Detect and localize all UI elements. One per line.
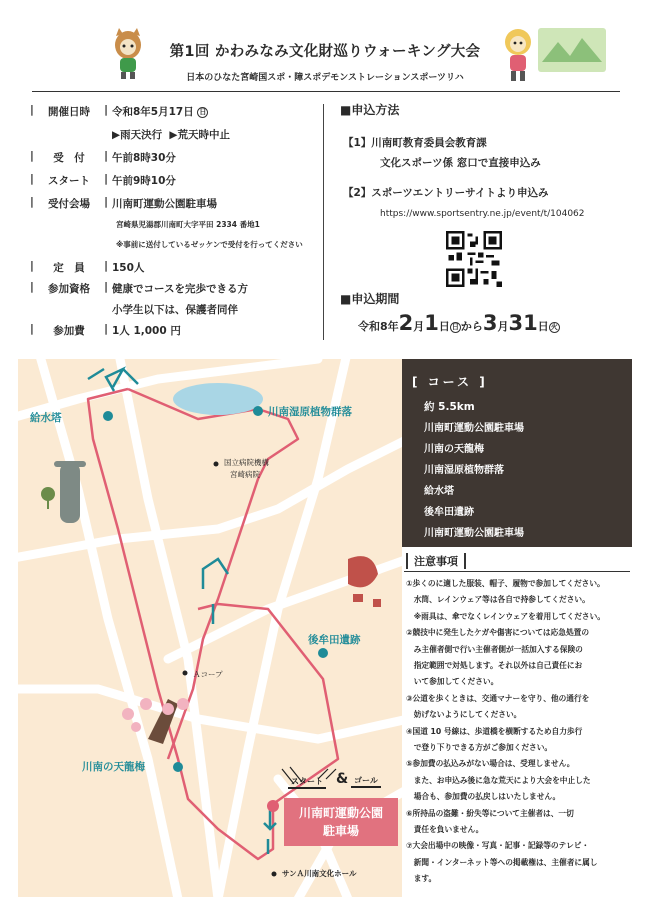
start-value: 午前9時10分 xyxy=(112,175,176,187)
start-goal-name: 川南町運動公園 xyxy=(298,806,383,820)
period-start-month: 2 xyxy=(398,311,414,335)
label-culture-hall: サンＡ川南文化ホール xyxy=(282,869,357,878)
period-kara: から xyxy=(460,320,483,333)
note-line: また、お申込み後に急な荒天により大会を中止した xyxy=(406,775,591,785)
course-stop: 川南町運動公園駐車場 xyxy=(424,423,524,434)
period-month-unit-1: 月 xyxy=(413,320,425,333)
apply-method-1-title: 【1】川南町教育委員会教育課 xyxy=(343,137,487,149)
note-line: ⑤参加費の払込みがない場合は、受理しません。 xyxy=(406,759,575,769)
course-stop: 後牟田遺跡 xyxy=(424,507,474,518)
capacity-label: 定 員 xyxy=(53,262,85,274)
venue-address: 宮崎県児湯郡川南町大字平田 2334 番地1 xyxy=(116,220,260,229)
label-hospital-2: 宮崎病院 xyxy=(230,470,260,479)
period-month-unit-2: 月 xyxy=(497,320,509,333)
qualify-value: 健康でコースを完歩できる方 xyxy=(112,283,248,295)
wetland-pond xyxy=(173,383,263,415)
date-value: 令和8年5月17日 日 xyxy=(112,106,207,118)
notes-title: 注意事項 xyxy=(406,553,466,569)
reception-value: 午前8時30分 xyxy=(112,152,176,164)
start-label: スタート xyxy=(48,175,90,187)
label-wetland: 川南湿原植物群落 xyxy=(268,406,352,418)
period-start-weekday: 日 xyxy=(451,322,459,331)
apply-heading: ■申込方法 xyxy=(340,103,400,117)
note-line: ⑦大会出場中の映像・写真・記事・記録等のテレビ・ xyxy=(406,841,590,851)
goal-tag: ゴール xyxy=(351,775,381,788)
notes-divider xyxy=(404,571,630,572)
note-line: で登り下りできる方がご参加ください。 xyxy=(406,743,553,752)
start-goal-box xyxy=(284,798,398,846)
note-line: ます。 xyxy=(406,874,437,884)
course-stop: 給水塔 xyxy=(424,486,454,497)
venue-label: 受付会場 xyxy=(48,198,90,210)
fee-value: 1人 1,000 円 xyxy=(112,325,181,337)
label-hospital-1: 国立病院機構 xyxy=(224,458,269,467)
header xyxy=(0,0,650,92)
rain-go: ▶雨天決行 xyxy=(112,129,163,141)
start-goal-amp: & xyxy=(336,771,349,787)
qualify-label: 参加資格 xyxy=(48,283,90,295)
qualify-value-2: 小学生以下は、保護者同伴 xyxy=(112,304,238,316)
application-period xyxy=(358,311,560,335)
note-line: いて参加してください。 xyxy=(406,677,499,687)
date-label: | 開催日時 | xyxy=(30,104,108,118)
course-distance: 約 5.5km xyxy=(424,401,475,413)
note-line: 指定範囲で対処します。それ以外は自己責任にお xyxy=(406,661,583,670)
capacity-value: 150人 xyxy=(112,262,145,274)
period-end-month: 3 xyxy=(482,311,498,335)
note-line: 水筒、レインウェア等は各自で持参してください。 xyxy=(406,595,590,605)
fee-label: 参加費 xyxy=(53,325,85,337)
note-line: ③公道を歩くときは、交通マナーを守り、他の通行を xyxy=(406,693,590,703)
header-divider xyxy=(32,91,620,92)
note-line: み主催者側で行い主催者側が一括加入する保険の xyxy=(406,644,583,654)
mascot-right-icon xyxy=(498,22,608,84)
reception-label: 受 付 xyxy=(53,152,85,164)
qr-code-icon[interactable] xyxy=(446,231,502,287)
entry-url-link[interactable]: https://www.sportsentry.ne.jp/event/t/104062 xyxy=(380,209,585,219)
note-line: ⑥所持品の盗難・紛失等について主催者は、一切 xyxy=(406,808,574,818)
note-line: 新聞・インターネット等への掲載権は、主催者に属し xyxy=(406,857,598,867)
course-title: [ コース ] xyxy=(412,375,488,389)
label-a-coop: Ａコープ xyxy=(193,670,223,679)
page-subtitle: 日本のひなた宮崎国スポ・障スポデモンストレーションスポーツリハ xyxy=(186,73,464,83)
column-divider xyxy=(323,104,324,340)
period-end-weekday: 火 xyxy=(550,322,558,331)
note-line: ②競技中に発生したケガや傷害については応急処置の xyxy=(406,628,590,638)
note-line: 妨げないようにしてください。 xyxy=(406,710,522,720)
apply-method-2-title: 【2】スポーツエントリーサイトより申込み xyxy=(343,187,549,199)
rain-policy xyxy=(112,127,230,143)
period-day-unit-1: 日 xyxy=(438,320,450,333)
label-ushimuta: 後牟田遺跡 xyxy=(308,634,361,646)
date-day-badge: 日 xyxy=(199,107,207,116)
start-tag: スタート xyxy=(288,776,326,789)
course-stop: 川南湿原植物群落 xyxy=(424,465,504,476)
period-era: 令和8年 xyxy=(358,320,399,333)
course-panel xyxy=(402,359,632,547)
label-water-tower: 給水塔 xyxy=(30,412,62,424)
apply-method-1-detail: 文化スポーツ係 窓口で直接申込み xyxy=(380,157,541,169)
page-title: 第1回 かわみなみ文化財巡りウォーキング大会 xyxy=(169,44,481,60)
label-tenryu-ume: 川南の天龍梅 xyxy=(82,761,145,773)
note-line: ※雨具は、傘でなくレインウェアを着用してください。 xyxy=(406,611,605,621)
period-start-day: 1 xyxy=(424,311,439,335)
period-end-day: 31 xyxy=(508,311,538,335)
period-heading: ■申込期間 xyxy=(340,292,400,306)
start-goal-name-2: 駐車場 xyxy=(322,824,359,838)
note-line: 場合も、参加費の払戻しはいたしません。 xyxy=(406,792,561,802)
course-stop: 川南町運動公園駐車場 xyxy=(424,528,524,539)
course-stop: 川南の天龍梅 xyxy=(424,444,484,455)
note-line: ①歩くのに適した服装、帽子、履物で参加してください。 xyxy=(406,579,605,588)
venue-value: 川南町運動公園駐車場 xyxy=(112,198,217,210)
zekken-note: ※事前に送付しているゼッケンで受付を行ってください xyxy=(116,240,303,249)
note-line: ④国道 10 号線は、歩道橋を横断するため自力歩行 xyxy=(406,726,583,736)
mascot-left-icon xyxy=(106,28,150,80)
storm-cancel: ▶荒天時中止 xyxy=(169,129,230,141)
period-day-unit-2: 日 xyxy=(537,320,549,333)
note-line: 責任を負いません。 xyxy=(406,825,484,834)
